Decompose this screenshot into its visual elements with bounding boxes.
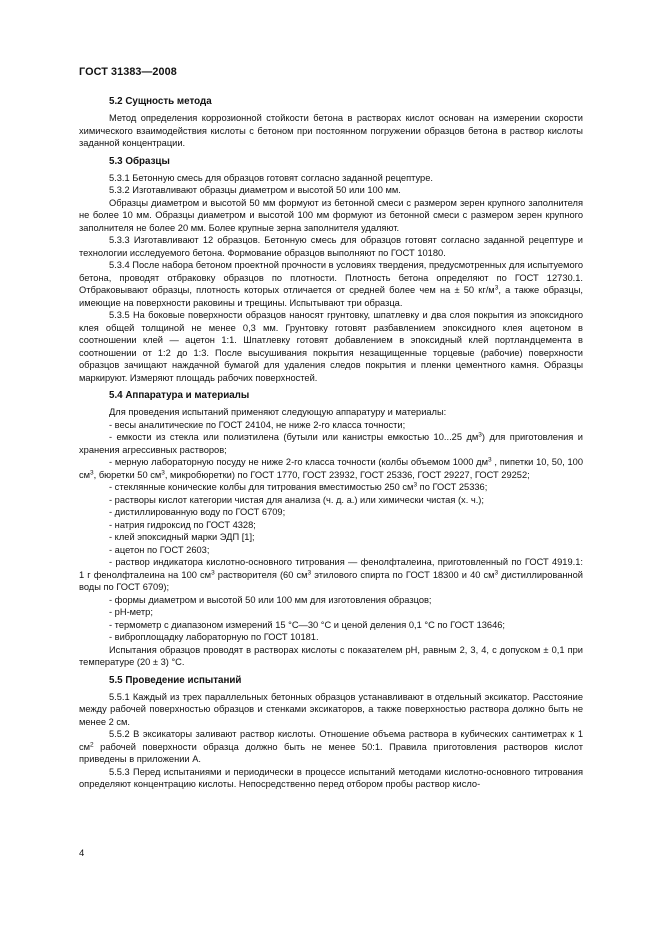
list-item: - растворы кислот категории чистая для анализа (ч. д. а.) или химически чистая (х. ч.); bbox=[109, 494, 484, 505]
document-body bbox=[79, 95, 583, 791]
paragraph: Для проведения испытаний применяют следующую аппаратуру и материалы: bbox=[109, 407, 447, 417]
paragraph: Испытания образцов проводят в растворах кислоты с показателем рН, равным 2, 3, 4, с допуском ± 0,1 при температуре (20 ± 3) °С. bbox=[79, 644, 583, 667]
list-item: - клей эпоксидный марки ЭДП [1]; bbox=[109, 532, 255, 542]
list-item: - раствор индикатора кислотно-основного титрования — фенолфталеина, приготовленный по ГОСТ 4919.1: 1 г фенолфталеина на 100 $см^3$ растворителя (60 $см^3$ этилового спирта по ГОСТ 18300 и 40 $см^3$ дистиллированной воды по ГОСТ 6709); bbox=[79, 557, 583, 592]
paragraph: 5.3.1 Бетонную смесь для образцов готовят согласно заданной рецептуре. bbox=[109, 172, 433, 183]
paragraph: 5.3.4 После набора бетоном проектной прочности в условиях твердения, предусмотренных для испытуемого бетона, проводят отбраковку образцов по плотности. Плотность бетона определяют по ГОСТ 12730.1. Отбраковывают образцы, плотность которых отличается от средней более чем на ± 50 $кг/м^3$, а также образцы, имеющие на поверхности раковины и трещины. Испытывают три образца. bbox=[79, 260, 583, 308]
list-item: - термометр с диапазоном измерений 15 °С—30 °С и ценой деления 0,1 °С по ГОСТ 13646; bbox=[109, 619, 506, 630]
list-item: - дистиллированную воду по ГОСТ 6709; bbox=[109, 507, 286, 517]
paragraph: 5.3.3 Изготавливают 12 образцов. Бетонную смесь для образцов готовят согласно заданной рецептуре и технологии исследуемого бетона. Формование образцов выполняют по ГОСТ 10180. bbox=[79, 235, 583, 258]
list-item: - натрия гидроксид по ГОСТ 4328; bbox=[109, 519, 256, 530]
section-5-5-title: 5.5 Проведение испытаний bbox=[109, 674, 242, 686]
list-item: - весы аналитические по ГОСТ 24104, не ниже 2-го класса точности; bbox=[109, 419, 406, 430]
document-code-header: ГОСТ 31383—2008 bbox=[79, 66, 177, 78]
section-5-3-title: 5.3 Образцы bbox=[109, 155, 170, 167]
paragraph: Метод определения коррозионной стойкости бетона в растворах кислот основан на измерении скорости химического взаимодействия кислоты с бетоном при постоянном погружении образцов бетона в раствор кислоты заданной концентрации. bbox=[79, 113, 583, 148]
list-item: - формы диаметром и высотой 50 или 100 мм для изготовления образцов; bbox=[109, 594, 432, 605]
list-item: - ацетон по ГОСТ 2603; bbox=[109, 544, 210, 555]
page-number: 4 bbox=[79, 848, 85, 859]
list-item: - емкости из стекла или полиэтилена (бутыли или канистры емкостью 10...25 $дм^3$) для приготовления и хранения агрессивных растворов; bbox=[79, 431, 583, 455]
section-5-2-title: 5.2 Сущность метода bbox=[109, 96, 212, 107]
paragraph: 5.5.3 Перед испытаниями и периодически в процессе испытаний методами кислотно-основного титрования определяют концентрацию кислоты. Непосредственно перед отбором пробы раствор кисло- bbox=[79, 766, 583, 789]
list-item: - стеклянные конические колбы для титрования вместимостью 250 $см^3$ по ГОСТ 25336; bbox=[109, 481, 488, 492]
list-item: - мерную лабораторную посуду не ниже 2-го класса точности (колбы объемом 1000 $дм^3$ , пипетки 10, 50, 100 $см^3$, бюретки 50 $см^3$, микробюретки) по ГОСТ 1770, ГОСТ 23932, ГОСТ 25336, ГОСТ 29227, ГОСТ 29252; bbox=[79, 456, 583, 480]
list-item: - виброплощадку лабораторную по ГОСТ 10181. bbox=[109, 632, 319, 642]
paragraph: 5.3.2 Изготавливают образцы диаметром и высотой 50 или 100 мм. bbox=[109, 185, 401, 195]
list-item: - рН-метр; bbox=[109, 607, 153, 617]
paragraph: 5.5.2 В эксикаторы заливают раствор кислоты. Отношение объема раствора в кубических сантиметрах к 1 $см^2$ рабочей поверхности образца должно быть не менее 50:1. Правила приготовления растворов кислот приведены в приложении А. bbox=[79, 729, 583, 764]
paragraph: 5.5.1 Каждый из трех параллельных бетонных образцов устанавливают в отдельный эксикатор. Расстояние между рабочей поверхностью образцов и стенками эксикаторов, а также поверхностью раствора должно быть не менее 2 см. bbox=[79, 691, 583, 727]
section-5-4-title: 5.4 Аппаратура и материалы bbox=[109, 390, 250, 401]
paragraph: 5.3.5 На боковые поверхности образцов наносят грунтовку, шпатлевку и два слоя покрытия из эпоксидного клея общей толщиной не менее 0,3 мм. Грунтовку готовят разбавлением эпоксидного клея ацетоном в соотношении клей — ацетон 1:1. Шпатлевку готовят добавлением в эпоксидный клей портландцемента в соотношении от 1:2 до 1:3. После высушивания покрытия незащищенные торцевые (рабочие) поверхности образцов зачищают наждачной бумагой для удаления следов покрытия и пленки цементного камня. Образцы маркируют. Измеряют площадь рабочих поверхностей. bbox=[79, 310, 583, 383]
paragraph: Образцы диаметром и высотой 50 мм формуют из бетонной смеси с размером зерен крупного заполнителя не более 10 мм. Образцы диаметром и высотой 100 мм формуют из бетонной смеси с размером зерен крупного заполнителя не более 20 мм. Более крупные зерна заполнителя удаляют. bbox=[79, 197, 583, 233]
